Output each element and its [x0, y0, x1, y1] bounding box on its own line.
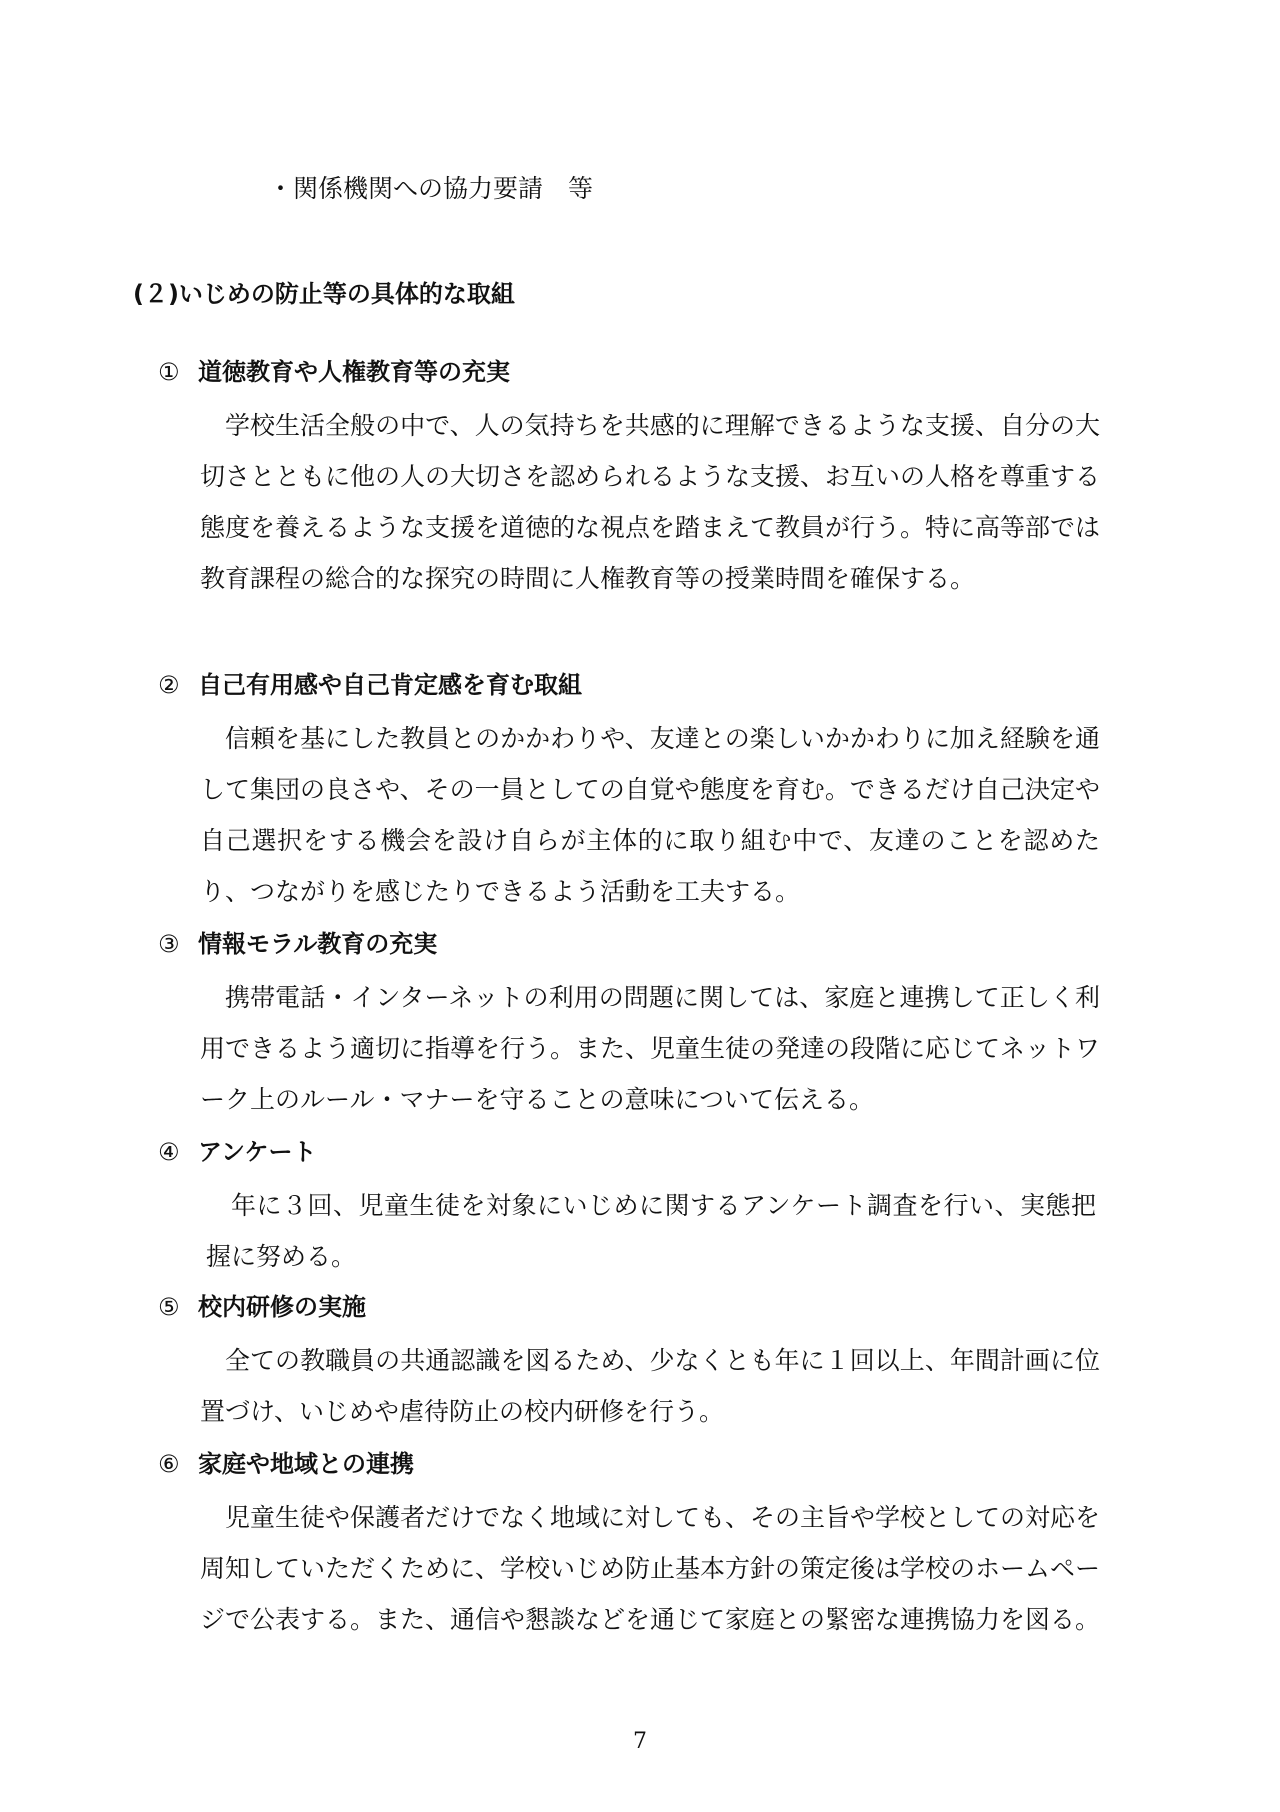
subsection-title: 校内研修の実施: [198, 1293, 366, 1321]
subsection-heading-3: [158, 927, 437, 961]
subsection-title: アンケート: [198, 1138, 317, 1166]
subsection-heading-2: [158, 668, 582, 702]
subsection-body-1: 学校生活全般の中で、人の気持ちを共感的に理解できるような支援、自分の大切さとともに他の人の大切さを認められるような支援、お互いの人格を尊重する態度を養えるような支援を道徳的な視点を踏まえて教員が行う。特に高等部では教育課程の総合的な探究の時間に人権教育等の授業時間を確保する。: [200, 411, 1101, 593]
subsection-number: ⑤: [158, 1293, 180, 1321]
subsection-heading-1: [158, 355, 510, 389]
subsection-body-6: 児童生徒や保護者だけでなく地域に対しても、その主旨や学校としての対応を周知していただくために、学校いじめ防止基本方針の策定後は学校のホームページで公表する。また、通信や懇談などを通じて家庭との緊密な連携協力を図る。: [200, 1503, 1101, 1634]
subsection-body-3: 携帯電話・インターネットの利用の問題に関しては、家庭と連携して正しく利用できるよう適切に指導を行う。また、児童生徒の発達の段階に応じてネットワーク上のルール・マナーを守ることの意味について伝える。: [200, 983, 1101, 1114]
subsection-title: 道徳教育や人権教育等の充実: [198, 358, 510, 386]
section-heading: (２)いじめの防止等の具体的な取組: [133, 280, 515, 308]
subsection-title: 家庭や地域との連携: [198, 1450, 414, 1478]
subsection-number: ③: [158, 930, 180, 958]
page-number: 7: [633, 1729, 647, 1754]
subsection-body-4: 年に３回、児童生徒を対象にいじめに関するアンケート調査を行い、実態把握に努める。: [206, 1191, 1096, 1271]
subsection-title: 情報モラル教育の充実: [198, 930, 438, 958]
subsection-number: ④: [158, 1138, 180, 1166]
subsection-heading-4: [158, 1135, 317, 1169]
subsection-title: 自己有用感や自己肯定感を育む取組: [198, 671, 582, 699]
subsection-number: ①: [158, 358, 180, 386]
bullet-item: ・関係機関への協力要請 等: [268, 174, 594, 203]
subsection-number: ⑥: [158, 1450, 180, 1478]
subsection-heading-6: [158, 1447, 414, 1481]
subsection-number: ②: [158, 671, 180, 699]
subsection-heading-5: [158, 1290, 366, 1324]
subsection-body-2: 信頼を基にした教員とのかかわりや、友達との楽しいかかわりに加え経験を通して集団の良さや、その一員としての自覚や態度を育む。できるだけ自己決定や自己選択をする機会を設け自らが主体的に取り組む中で、友達のことを認めたり、つながりを感じたりできるよう活動を工夫する。: [200, 724, 1100, 906]
subsection-body-5: 全ての教職員の共通認識を図るため、少なくとも年に１回以上、年間計画に位置づけ、いじめや虐待防止の校内研修を行う。: [200, 1346, 1100, 1426]
